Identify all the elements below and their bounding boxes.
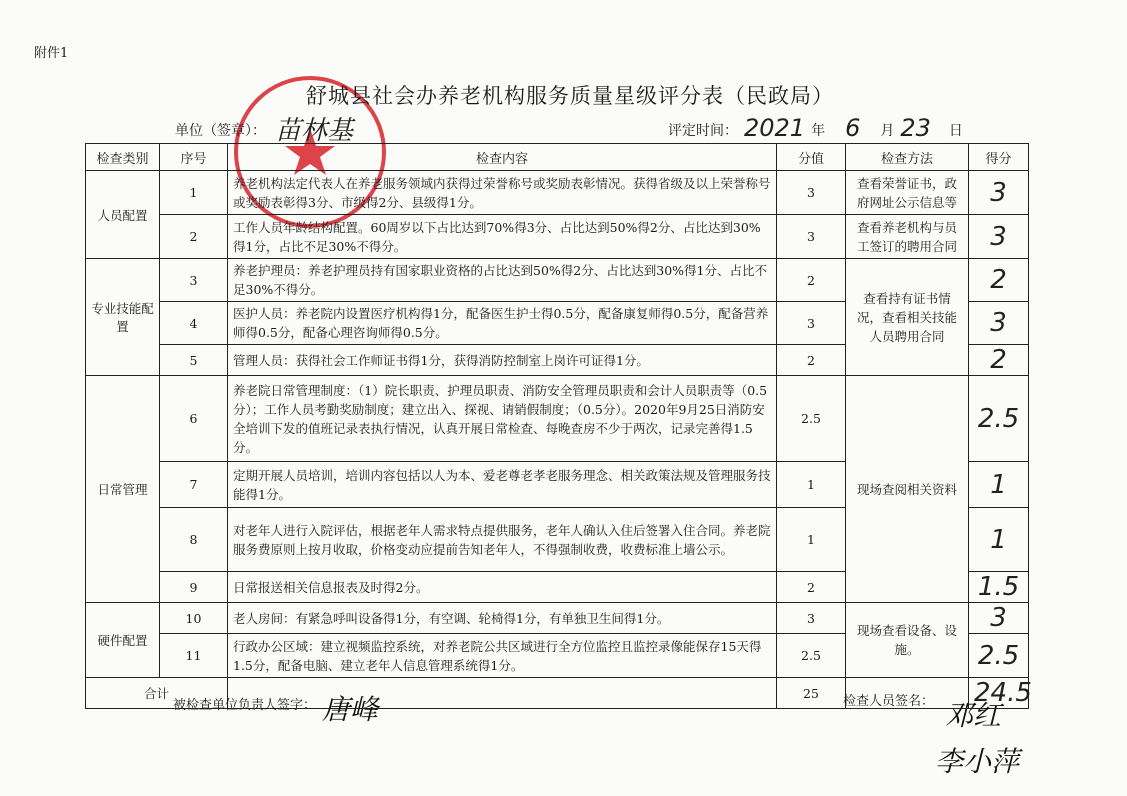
row-number: 10 — [160, 603, 228, 634]
row-points: 2.5 — [777, 634, 846, 678]
category-hardware: 硬件配置 — [86, 603, 160, 678]
row-content: 日常报送相关信息报表及时得2分。 — [228, 572, 777, 603]
row-points: 2 — [777, 572, 846, 603]
row-content: 老人房间：有紧急呼叫设备得1分，有空调、轮椅得1分，有单独卫生间得1分。 — [228, 603, 777, 634]
date-year: 2021 — [744, 114, 806, 142]
inspector-signature-2: 李小萍 — [935, 745, 1020, 778]
row-points: 2.5 — [777, 376, 846, 462]
category-daily: 日常管理 — [86, 376, 160, 603]
row-content: 养老院日常管理制度：（1）院长职责、护理员职责、消防安全管理员职责和会计人员职责等（0.5分）；工作人员考勤奖励制度；建立出入、探视、请销假制度；（0.5分）。2020年9月25日消防安全培训下发的值班记录表执行情况，认真开展日常检查、每晚查房不少于两次，记录完善得1.5分。 — [228, 376, 777, 462]
row-content: 医护人员：养老院内设置医疗机构得1分，配备医生护士得0.5分，配备康复师得0.5分，配备营养师得0.5分，配备心理咨询师得0.5分。 — [228, 302, 777, 345]
row-method: 查看养老机构与员工签订的聘用合同 — [846, 215, 969, 259]
row-number: 5 — [160, 345, 228, 376]
rating-table — [85, 143, 1032, 709]
row-points: 3 — [777, 215, 846, 259]
group-method-daily: 现场查阅相关资料 — [846, 376, 969, 603]
group-method-skills: 查看持有证书情况，查看相关技能人员聘用合同 — [846, 259, 969, 376]
row-number: 2 — [160, 215, 228, 259]
date-label: 评定时间： — [668, 123, 738, 139]
row-score: 3 — [969, 215, 1029, 259]
row-content: 养老护理员：养老护理员持有国家职业资格的占比达到50%得2分、占比达到30%得1分、占比不足30%不得分。 — [228, 259, 777, 302]
row-content: 定期开展人员培训，培训内容包括以人为本、爱老尊老孝老服务理念、相关政策法规及管理服务技能得1分。 — [228, 462, 777, 508]
table-row — [86, 215, 1029, 259]
row-score: 2 — [969, 259, 1029, 302]
date-month: 6 — [845, 114, 861, 142]
row-content: 管理人员：获得社会工作师证书得1分，获得消防控制室上岗许可证得1分。 — [228, 345, 777, 376]
row-score: 3 — [969, 171, 1029, 215]
date-day: 23 — [900, 114, 931, 142]
header-method: 检查方法 — [846, 144, 969, 171]
row-number: 9 — [160, 572, 228, 603]
row-score: 2.5 — [969, 376, 1029, 462]
table-row — [86, 376, 1029, 462]
total-score: 24.5 — [969, 678, 1029, 709]
row-score: 1.5 — [969, 572, 1029, 603]
table-row — [86, 259, 1029, 302]
row-score: 3 — [969, 302, 1029, 345]
header-content: 检查内容 — [228, 144, 777, 171]
row-content: 养老机构法定代表人在养老服务领域内获得过荣誉称号或奖励表彰情况。获得省级及以上荣誉称号或奖励表彰得3分、市级得2分、县级得1分。 — [228, 171, 777, 215]
header-score: 得分 — [969, 144, 1029, 171]
header-number: 序号 — [160, 144, 228, 171]
evaluation-date — [666, 116, 965, 140]
row-content: 对老年人进行入院评估，根据老年人需求特点提供服务，老年人确认入住后签署入住合同。养老院服务费原则上按月收取，价格变动应提前告知老年人，不得强制收费，收费标准上墙公示。 — [228, 508, 777, 572]
row-points: 3 — [777, 302, 846, 345]
attachment-label: 附件1 — [34, 46, 69, 61]
date-year-suffix: 年 — [811, 123, 826, 139]
table-row — [86, 171, 1029, 215]
table-header-row — [86, 144, 1029, 171]
row-points: 1 — [777, 462, 846, 508]
row-points: 3 — [777, 171, 846, 215]
row-score: 1 — [969, 508, 1029, 572]
row-score: 2.5 — [969, 634, 1029, 678]
date-month-suffix: 月 — [880, 123, 895, 139]
row-points: 1 — [777, 508, 846, 572]
category-personnel: 人员配置 — [86, 171, 160, 259]
document-title: 舒城县社会办养老机构服务质量星级评分表（民政局） — [306, 84, 834, 108]
row-number: 11 — [160, 634, 228, 678]
row-number: 4 — [160, 302, 228, 345]
unit-signature-label: 单位（签章）： — [175, 123, 266, 139]
unit-head-signature-label: 被检查单位负责人签字： — [173, 698, 317, 713]
unit-handwritten-signature: 苗林基 — [275, 116, 354, 146]
row-score: 2 — [969, 345, 1029, 376]
row-points: 2 — [777, 259, 846, 302]
group-method-hardware: 现场查看设备、设施。 — [846, 603, 969, 678]
category-skills: 专业技能配置 — [86, 259, 160, 376]
total-points: 25 — [777, 678, 846, 709]
row-number: 3 — [160, 259, 228, 302]
row-points: 2 — [777, 345, 846, 376]
total-label: 合计 — [86, 678, 228, 709]
table-row — [86, 603, 1029, 634]
row-points: 3 — [777, 603, 846, 634]
row-score: 3 — [969, 603, 1029, 634]
inspector-signature-label: 检查人员签名： — [843, 694, 935, 709]
row-score: 1 — [969, 462, 1029, 508]
row-content: 工作人员年龄结构配置。60周岁以下占比达到70%得3分、占比达到50%得2分、占比达到30%得1分，占比不足30%不得分。 — [228, 215, 777, 259]
header-points: 分值 — [777, 144, 846, 171]
unit-head-signature: 唐峰 — [322, 693, 379, 726]
row-method: 查看荣誉证书，政府网址公示信息等 — [846, 171, 969, 215]
row-number: 6 — [160, 376, 228, 462]
inspector-signature-1: 邓红 — [945, 699, 1002, 732]
row-number: 8 — [160, 508, 228, 572]
date-day-suffix: 日 — [948, 123, 963, 139]
row-number: 1 — [160, 171, 228, 215]
row-content: 行政办公区域：建立视频监控系统，对养老院公共区域进行全方位监控且监控录像能保存15天得1.5分，配备电脑、建立老年人信息管理系统得1分。 — [228, 634, 777, 678]
header-category: 检查类别 — [86, 144, 160, 171]
row-number: 7 — [160, 462, 228, 508]
